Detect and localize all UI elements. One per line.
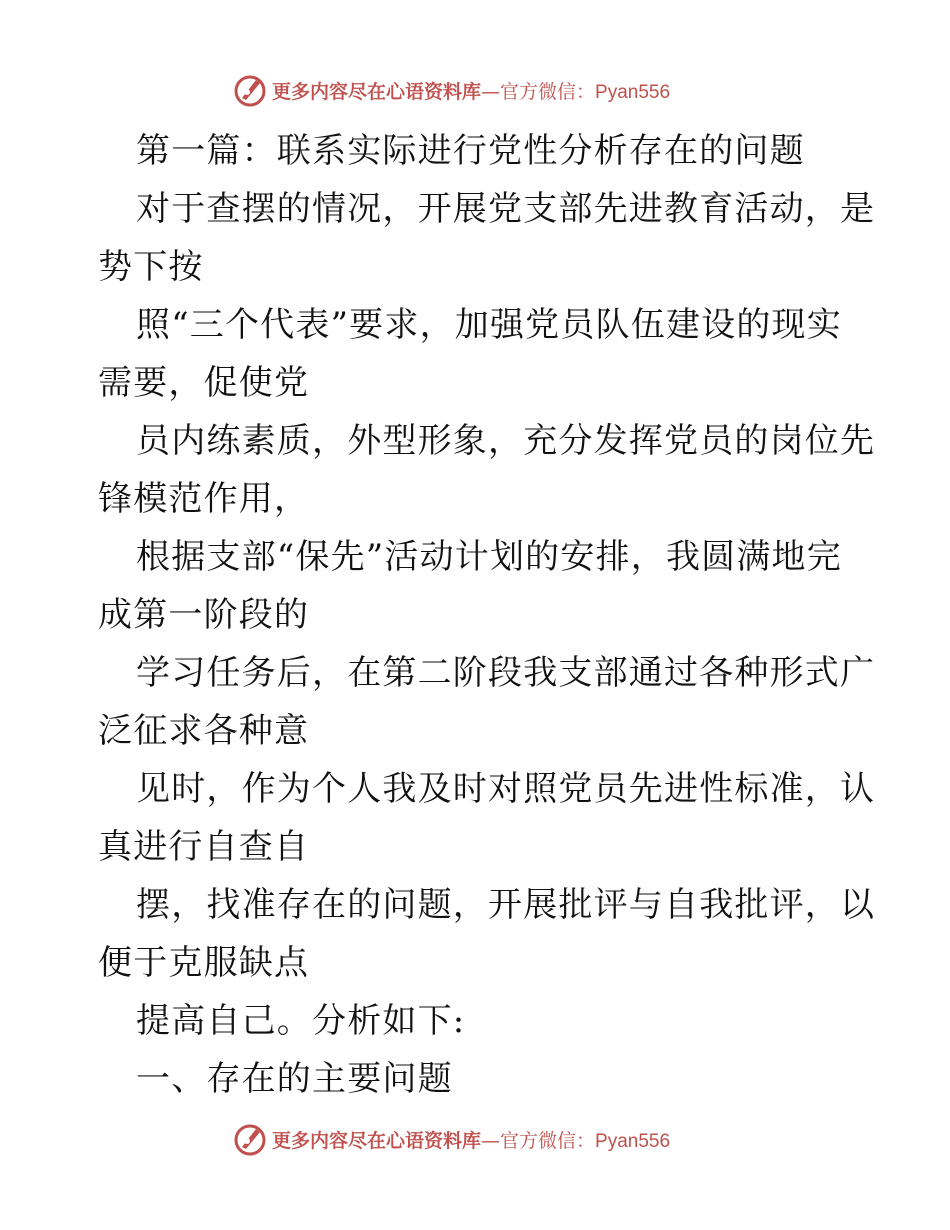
document-title: 第一篇：联系实际进行党性分析存在的问题 <box>136 131 805 171</box>
section-heading: 一、存在的主要问题 <box>136 1059 453 1099</box>
paragraph-line: 便于克服缺点 <box>98 943 310 983</box>
quill-seal-icon <box>232 72 268 108</box>
quill-seal-icon <box>232 1121 268 1157</box>
paragraph-line: 对于查摆的情况，开展党支部先进教育活动，是 <box>136 189 876 229</box>
banner-wechat-id: Pyan556 <box>595 1130 671 1152</box>
paragraph-line: 需要，促使党 <box>98 363 310 403</box>
paragraph-line: 学习任务后，在第二阶段我支部通过各种形式广 <box>136 653 876 693</box>
paragraph-line: 见时，作为个人我及时对照党员先进性标准，认 <box>136 769 876 809</box>
banner-dash: — <box>481 80 501 103</box>
paragraph-line: 提高自己。分析如下: <box>136 1001 466 1041</box>
header-banner <box>232 70 732 110</box>
footer-banner <box>232 1119 732 1159</box>
document-body <box>98 122 876 1108</box>
paragraph-line: 锋模范作用， <box>98 479 310 519</box>
header-banner-text <box>272 77 670 104</box>
paragraph-line: 员内练素质，外型形象，充分发挥党员的岗位先 <box>136 421 876 461</box>
paragraph-line: 泛征求各种意 <box>98 711 310 751</box>
banner-main-text: 更多内容尽在心语资料库 <box>272 80 482 103</box>
footer-banner-text <box>272 1126 670 1153</box>
banner-wechat-id: Pyan556 <box>595 81 671 103</box>
paragraph-line: 真进行自查自 <box>98 827 310 867</box>
banner-main-text: 更多内容尽在心语资料库 <box>272 1129 482 1152</box>
paragraph-line: 成第一阶段的 <box>98 595 310 635</box>
paragraph-line: 势下按 <box>98 247 204 287</box>
paragraph-line: 摆，找准存在的问题，开展批评与自我批评，以 <box>136 885 876 925</box>
paragraph-line: 根据支部“保先”活动计划的安排，我圆满地完 <box>136 537 842 577</box>
banner-wechat-label: 官方微信： <box>500 1129 596 1152</box>
banner-dash: — <box>481 1129 501 1152</box>
banner-wechat-label: 官方微信： <box>500 80 596 103</box>
paragraph-line: 照“三个代表”要求，加强党员队伍建设的现实 <box>136 305 842 345</box>
